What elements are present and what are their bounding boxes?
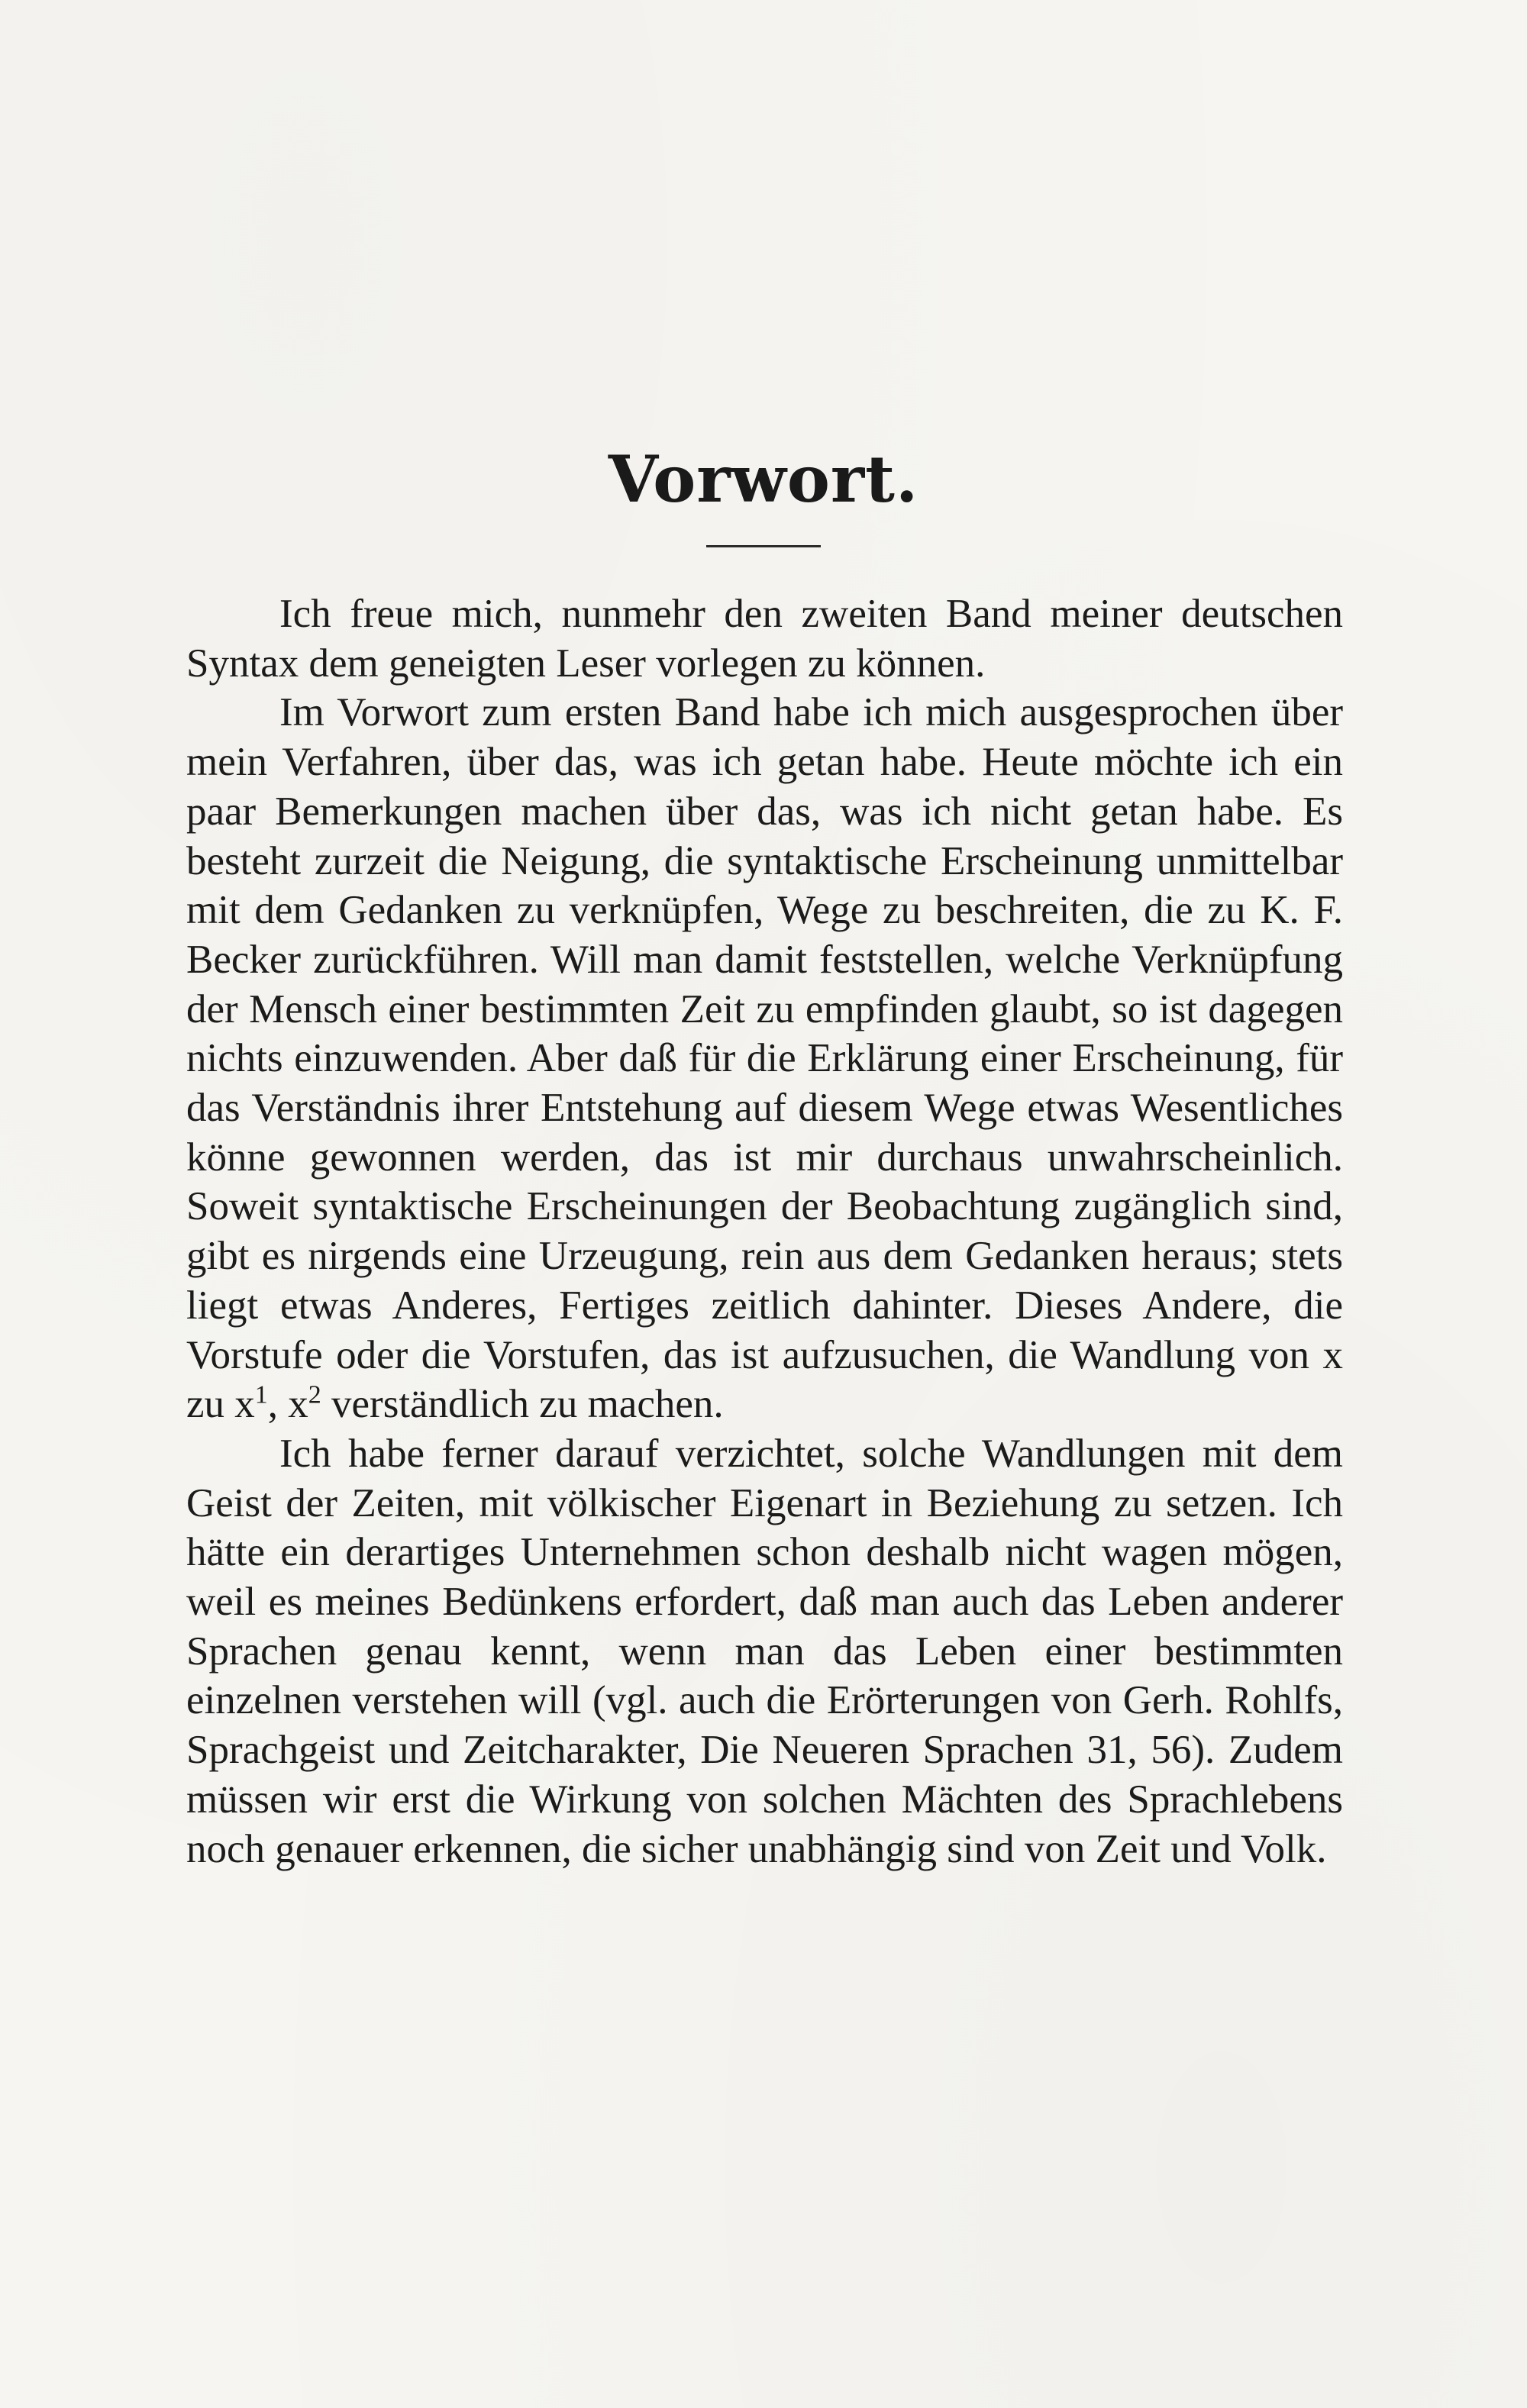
preface-body	[186, 589, 1343, 1874]
paragraph-text: Ich freue mich, nunmehr den zweiten Band meiner deutschen Syntax dem geneigten Leser vorlegen zu können.	[186, 592, 1343, 686]
paragraph-1	[186, 589, 1343, 688]
paragraph-text-end: verständlich zu machen.	[321, 1382, 724, 1427]
paragraph-text-cont: , x	[267, 1382, 308, 1427]
paragraph-3	[186, 1429, 1343, 1874]
paragraph-text: Ich habe ferner darauf verzichtet, solche Wandlungen mit dem Geist der Zeiten, mit völkischer Eigenart in Beziehung zu setzen. Ich hätte ein derartiges Unternehmen schon deshalb nicht wagen mögen, weil es meines Bedünkens erfordert, daß man auch das Leben anderer Sprachen genau kennt, wenn man das Leben einer bestimmten einzelnen verstehen will (vgl. auch die Erörterungen von Gerh. Rohlfs, Sprachgeist und Zeitcharakter, Die Neueren Sprachen 31, 56). Zudem müssen wir erst die Wirkung von solchen Mächten des Sprachlebens noch genauer erkennen, die sicher unabhängig sind von Zeit und Volk.	[186, 1431, 1343, 1871]
superscript-1: 1	[254, 1380, 268, 1409]
paragraph-text: Im Vorwort zum ersten Band habe ich mich ausgesprochen über mein Verfahren, über das, was ich getan habe. Heute möchte ich ein paar Bemerkungen machen über das, was ich nicht getan habe. Es besteht zurzeit die Neigung, die syntaktische Erscheinung unmittelbar mit dem Gedanken zu verknüpfen, Wege zu beschreiten, die zu K. F. Becker zurückführen. Will man damit feststellen, welche Verknüpfung der Mensch einer bestimmten Zeit zu empfinden glaubt, so ist dagegen nichts einzuwenden. Aber daß für die Erklärung einer Erscheinung, für das Verständnis ihrer Entstehung auf diesem Wege etwas Wesentliches könne gewonnen werden, das ist mir durchaus unwahrscheinlich. Soweit syntaktische Erscheinungen der Beobachtung zugänglich sind, gibt es nirgends eine Urzeugung, rein aus dem Gedanken heraus; stets liegt etwas Anderes, Fertiges zeitlich dahinter. Dieses Andere, die Vorstufe oder die Vorstufen, das ist aufzusuchen, die Wandlung von x zu x	[186, 690, 1343, 1427]
paragraph-2	[186, 688, 1343, 1429]
superscript-2: 2	[308, 1380, 321, 1409]
page-title: Vorwort.	[608, 441, 919, 517]
title-underline-rule	[706, 545, 821, 547]
